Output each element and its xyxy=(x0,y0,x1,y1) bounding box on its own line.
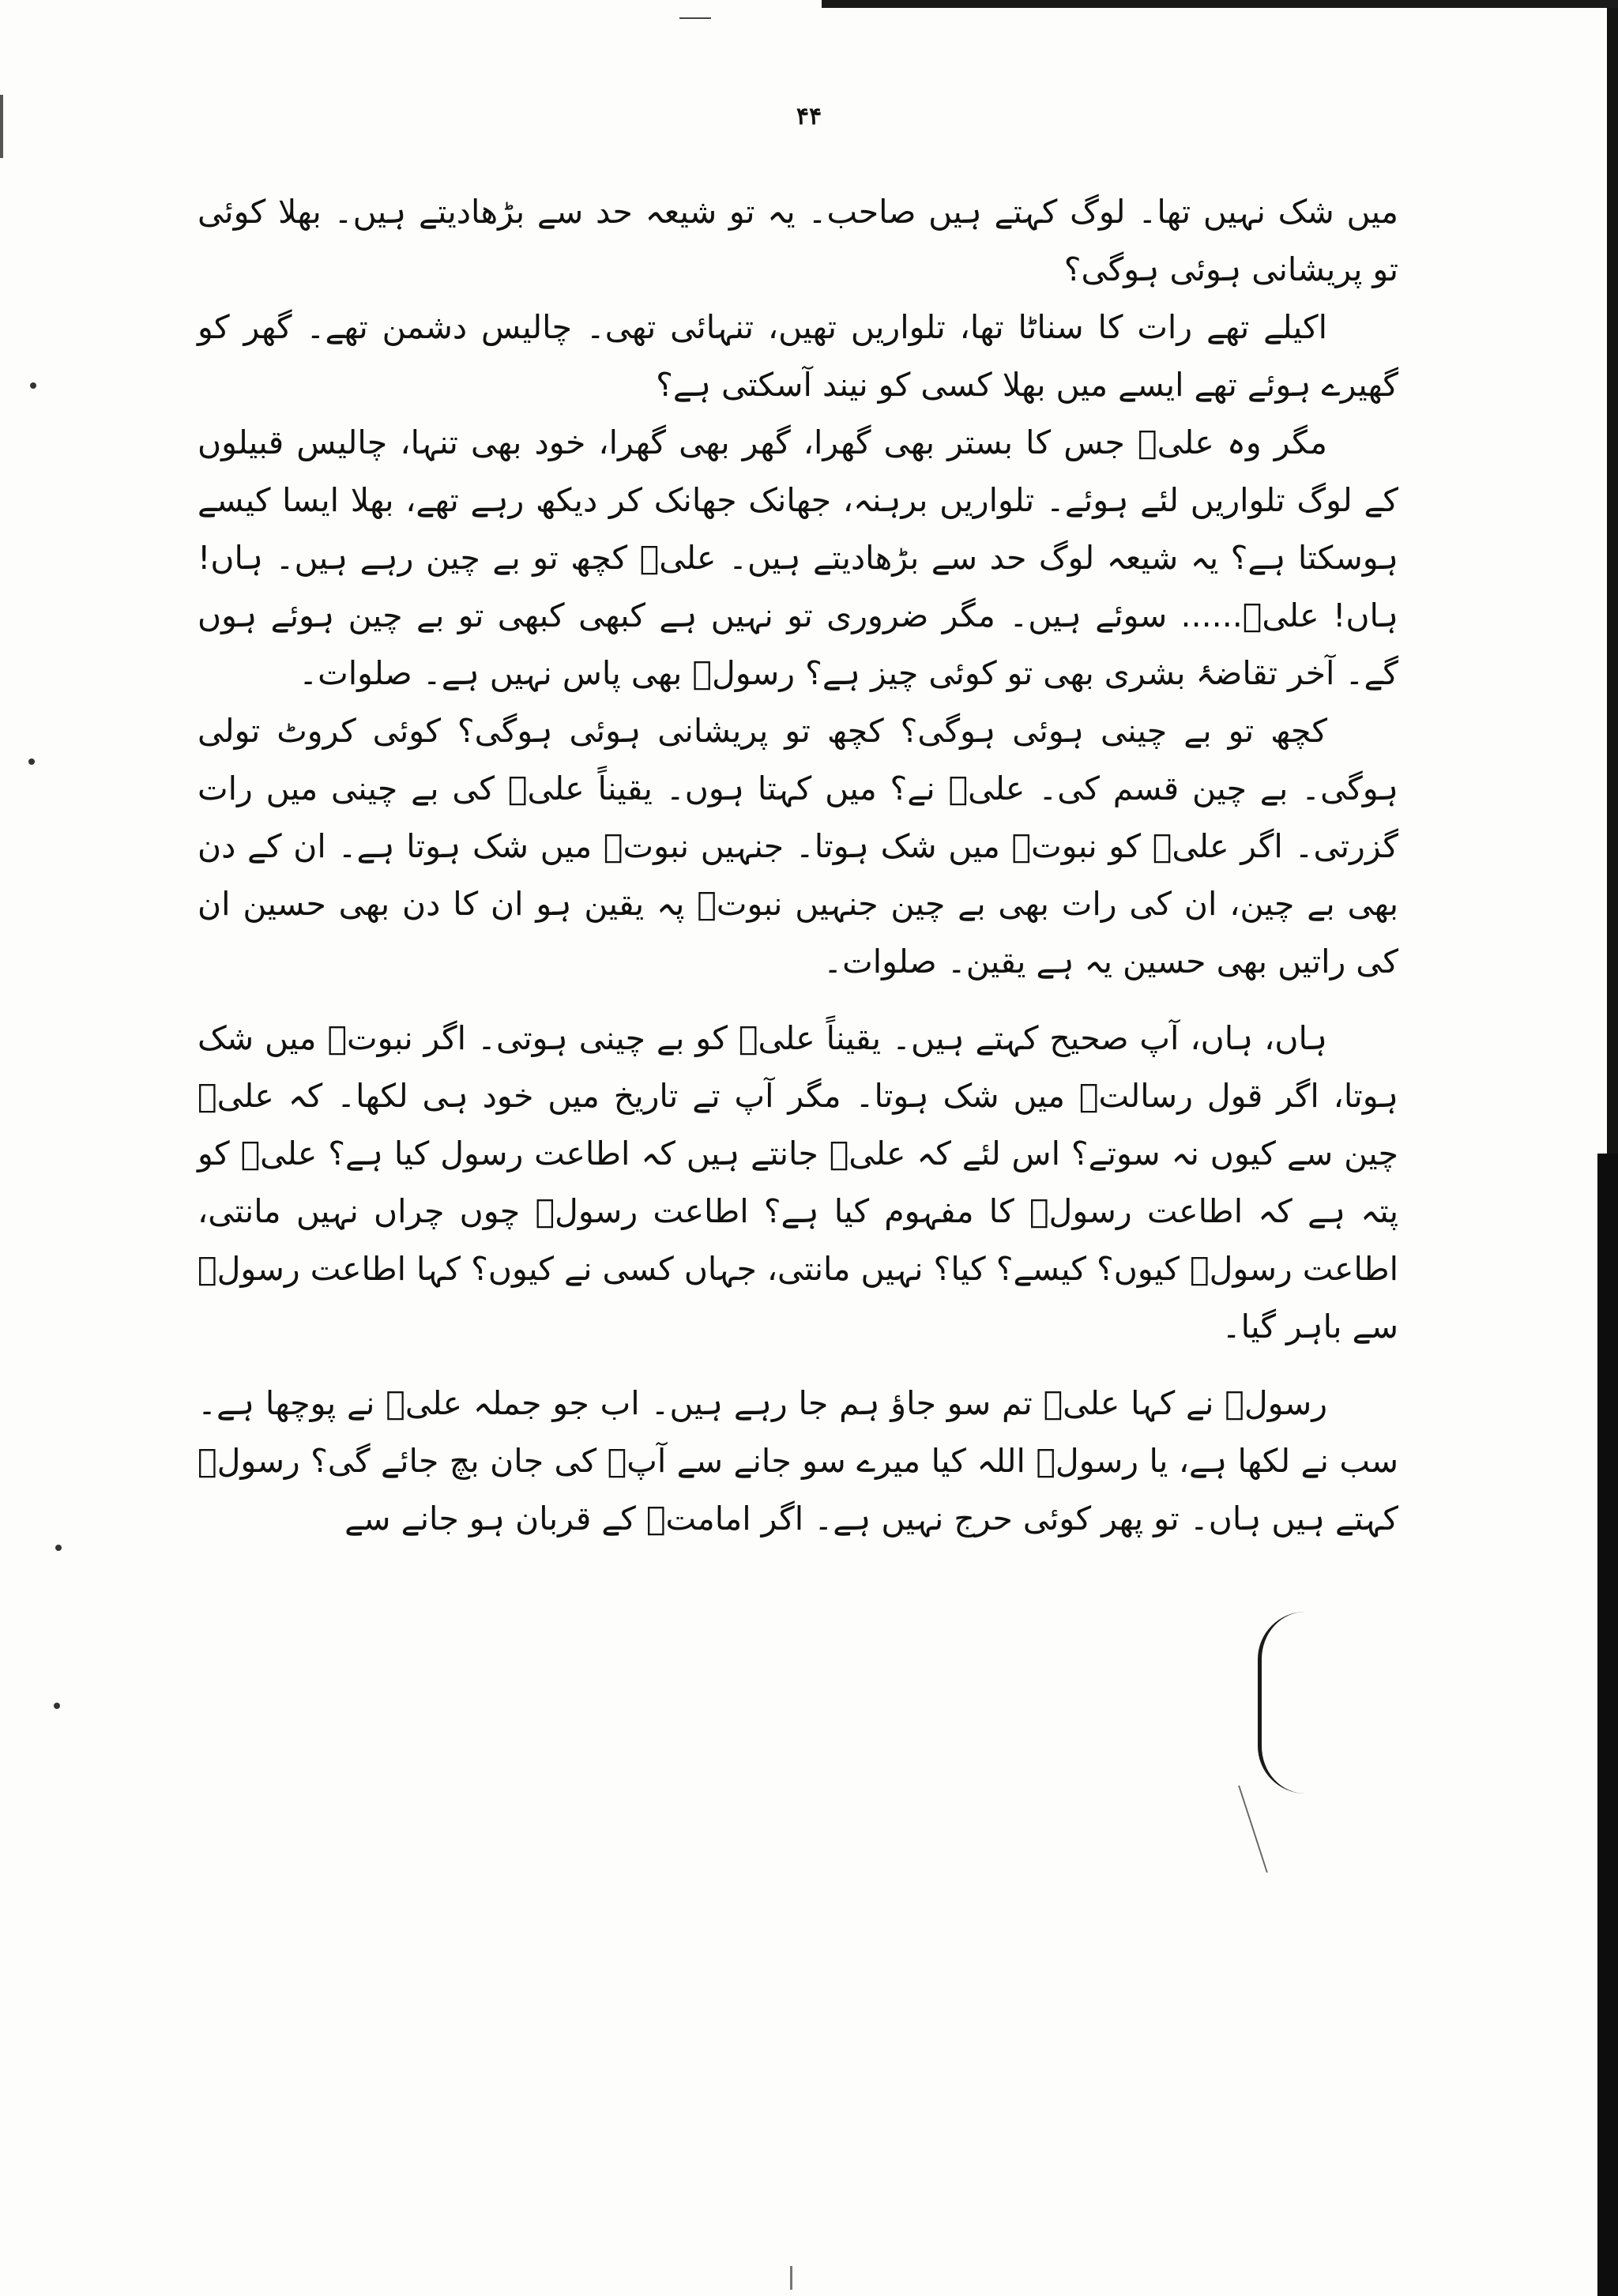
scan-bottom-mark xyxy=(790,2266,792,2290)
paragraph-2: اکیلے تھے رات کا سناٹا تھا، تلواریں تھیں، تنہائی تھی۔ چالیس دشمن تھے۔ گھر کو گھیرے ہوئے تھے ایسے میں بھلا کسی کو نیند آسکتی ہے؟ xyxy=(198,308,1398,404)
paragraph-1: میں شک نہیں تھا۔ لوگ کہتے ہیں صاحب۔ یہ تو شیعہ حد سے بڑھادیتے ہیں۔ بھلا کوئی تو پریشانی ہوئی ہوگی؟ xyxy=(198,193,1398,288)
scan-top-border xyxy=(822,0,1618,8)
paragraph-3: مگر وہ علیؑ جس کا بستر بھی گھرا، گھر بھی گھرا، خود بھی تنہا، چالیس قبیلوں کے لوگ تلواریں لئے ہوئے۔ تلواریں برہنہ، جھانک جھانک کر دیکھ رہے تھے، بھلا ایسا کیسے ہوسکتا ہے؟ یہ شیعہ لوگ حد سے بڑھادیتے ہیں۔ علیؑ کچھ تو بے چین رہے ہیں۔ ہاں! ہاں! علیؑ...... سوئے ہیں۔ مگر ضروری تو نہیں ہے کبھی کبھی تو بے چین ہوئے ہوں گے۔ آخر تقاضۂ بشری بھی تو کوئی چیز ہے؟ رسولؐ بھی پاس نہیں ہے۔ صلوات۔ xyxy=(198,423,1398,692)
margin-bracket-mark xyxy=(1258,1612,1317,1794)
scan-speck xyxy=(28,758,35,765)
paragraph-6: رسولؐ نے کہا علیؑ تم سو جاؤ ہم جا رہے ہیں۔ اب جو جملہ علیؑ نے پوچھا ہے۔ سب نے لکھا ہے، یا رسولؐ اللہ کیا میرے سو جانے سے آپؐ کی جان بچ جائے گی؟ رسولؐ کہتے ہیں ہاں۔ تو پھر کوئی حرج نہیں ہے۔ اگر امامتؑ کے قربان ہو جانے سے xyxy=(198,1384,1398,1538)
scan-top-mark xyxy=(679,0,711,19)
paragraph-4: کچھ تو بے چینی ہوئی ہوگی؟ کچھ تو پریشانی ہوئی ہوگی؟ کوئی کروٹ تولی ہوگی۔ بے چین قسم کی۔ علیؑ نے؟ میں کہتا ہوں۔ یقیناً علیؑ کی بے چینی میں رات گزرتی۔ اگر علیؑ کو نبوتؐ میں شک ہوتا۔ جنہیں نبوتؐ میں شک ہوتا ہے۔ ان کے دن بھی بے چین، ان کی رات بھی بے چین جنہیں نبوتؐ پہ یقین ہو ان کا دن بھی حسین ان کی راتیں بھی حسین یہ ہے یقین۔ صلوات۔ xyxy=(198,712,1398,981)
page-number: ۴۴ xyxy=(796,103,822,130)
scan-right-edge-lower xyxy=(1597,1154,1618,2296)
scan-speck xyxy=(55,1545,62,1551)
urdu-text-body xyxy=(198,183,1398,1548)
scan-speck xyxy=(30,382,36,389)
paragraph-5: ہاں، ہاں، آپ صحیح کہتے ہیں۔ یقیناً علیؑ کو بے چینی ہوتی۔ اگر نبوتؐ میں شک ہوتا، اگر قول رسالتؐ میں شک ہوتا۔ مگر آپ تے تاریخ میں خود ہی لکھا۔ کہ علیؑ چین سے کیوں نہ سوتے؟ اس لئے کہ علیؑ جانتے ہیں کہ اطاعت رسول کیا ہے؟ علیؑ کو پتہ ہے کہ اطاعت رسولؐ کا مفہوم کیا ہے؟ اطاعت رسولؐ چوں چراں نہیں مانتی، اطاعت رسولؐ کیوں؟ کیسے؟ کیا؟ نہیں مانتی، جہاں کسی نے کیوں؟ کہا اطاعت رسولؐ سے باہر گیا۔ xyxy=(197,1019,1398,1346)
scan-speck xyxy=(54,1703,60,1709)
margin-scribble xyxy=(1206,1786,1268,1873)
